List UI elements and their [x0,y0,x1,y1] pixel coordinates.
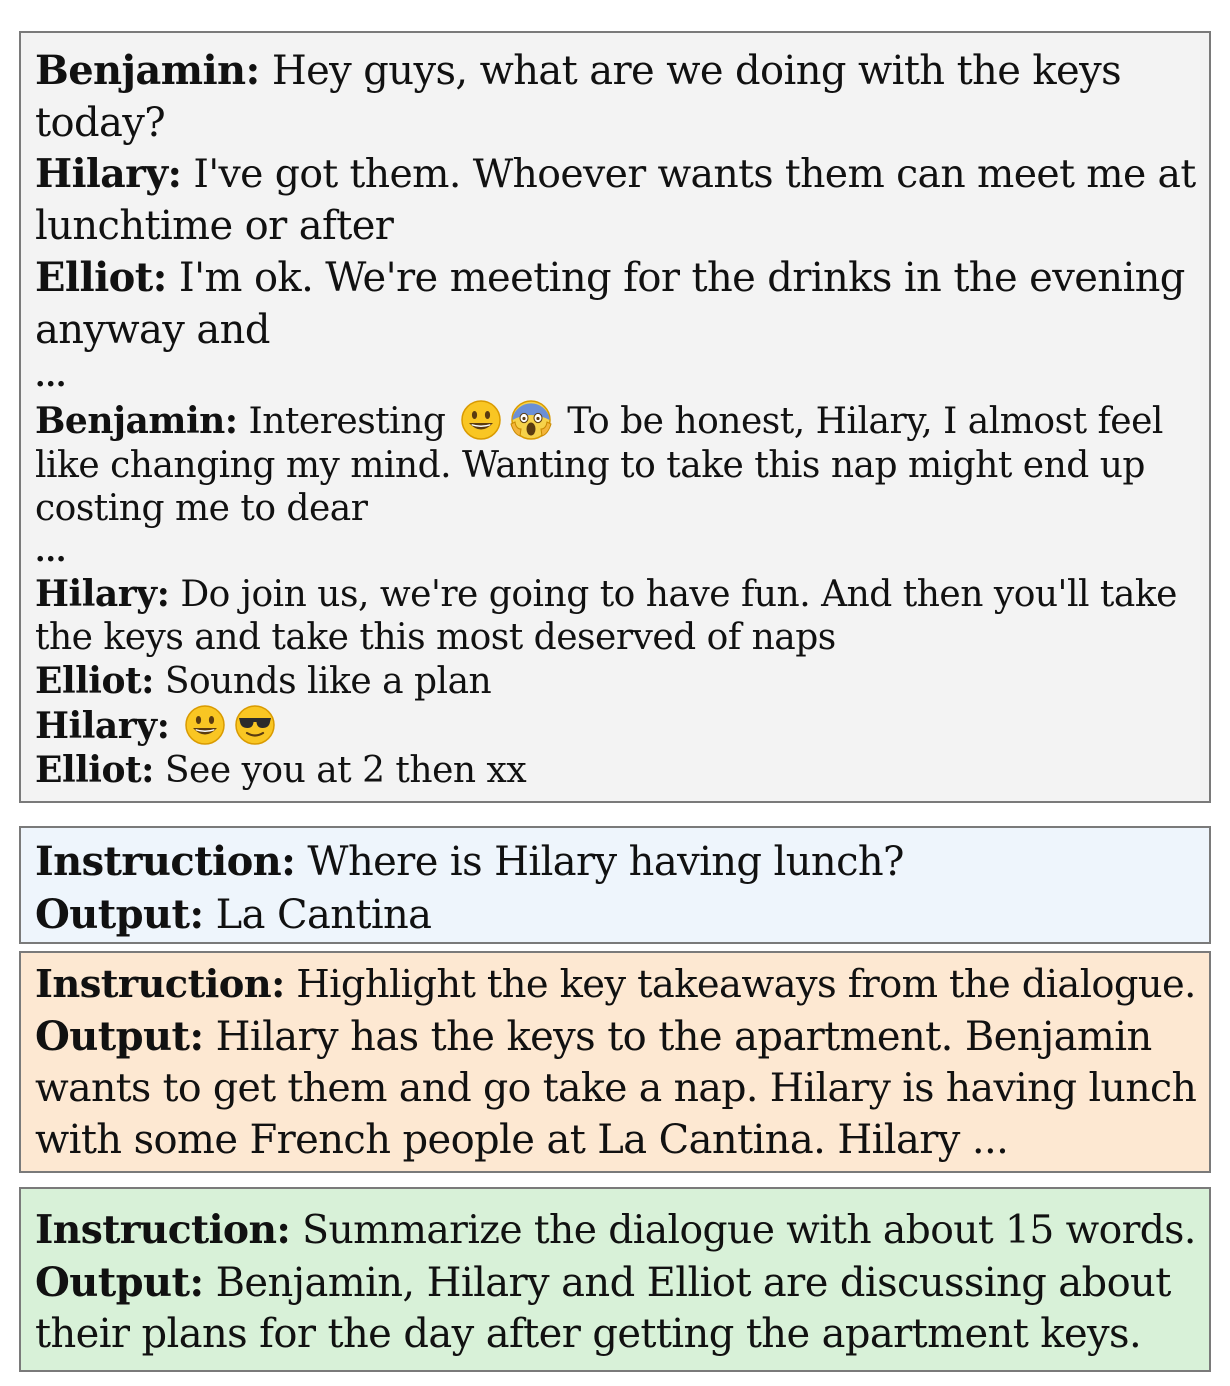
dialogue-line [35,398,1197,444]
dialogue-line [35,252,1197,305]
utterance-text: Sounds like a plan [153,660,492,702]
speaker-name: Elliot: [35,659,154,702]
omission-ellipsis: ... [35,533,67,569]
instruction-label: Instruction: [35,838,296,885]
instruction-line [35,836,1197,889]
speaker-name: Benjamin: [35,400,238,442]
sunglasses-face-icon [233,703,277,747]
utterance-text: I'm ok. We're meeting for the drinks in the evening [166,255,1185,301]
output-label: Output: [35,1012,204,1060]
output-line [35,1011,1197,1064]
output-continuation: wants to get them and go take a nap. Hilary is having lunch [35,1065,1197,1111]
speaker-name: Elliot: [35,748,154,791]
utterance-continuation: like changing my mind. Wanting to take this nap might end up [35,444,1145,486]
utterance-continuation: lunchtime or after [35,202,394,249]
utterance-continuation: costing me to dear [35,488,368,529]
instruction-label: Instruction: [35,962,285,1007]
speaker-name: Elliot: [35,254,167,301]
smiley-icon [459,398,503,442]
utterance-continuation: the keys and take this most deserved of naps [35,617,836,658]
utterance-text: Interesting [237,401,457,442]
screaming-face-icon [509,398,553,442]
dialogue-line [35,573,1197,617]
output-text: Hilary has the keys to the apartment. Benjamin [203,1013,1152,1060]
output-line [35,889,1197,942]
utterance-continuation: today? [35,99,166,146]
instruction-example-3 [19,1187,1211,1372]
speaker-name: Hilary: [35,151,182,197]
speaker-name: Hilary: [35,572,170,615]
output-text: Benjamin, Hilary and Elliot are discussing about [203,1259,1171,1306]
instruction-example-1 [19,826,1211,944]
utterance-text: I've got them. Whoever wants them can meet me at [181,151,1196,197]
dialogue-line [35,45,1197,98]
omission-ellipsis: ... [35,359,67,394]
output-label: Output: [35,890,204,938]
dialogue-line [35,149,1197,201]
output-continuation: their plans for the day after getting the apartment keys. [35,1311,1142,1357]
dialogue-line [35,703,1197,749]
dialogue-line [35,749,1197,793]
utterance-text: To be honest, Hilary, I almost feel [556,401,1163,442]
output-label: Output: [35,1258,204,1306]
utterance-continuation: anyway and [35,306,270,353]
instruction-line [35,959,1197,1011]
instruction-example-2 [19,951,1211,1173]
smiley-icon [183,703,227,747]
speaker-name: Benjamin: [35,47,260,94]
instruction-text: Summarize the dialogue with about 15 words. [290,1208,1196,1253]
utterance-text: Hey guys, what are we doing with the keys [259,48,1122,94]
instruction-label: Instruction: [35,1207,291,1253]
instruction-text: Highlight the key takeaways from the dialogue. [284,962,1196,1007]
output-line [35,1257,1197,1310]
instruction-line [35,1205,1197,1257]
utterance-text: See you at 2 then xx [153,749,527,791]
dialogue-line [35,660,1197,704]
instruction-text: Where is Hilary having lunch? [295,839,904,885]
output-text: La Cantina [203,891,432,938]
dialogue-box [19,31,1211,803]
utterance-text: Do join us, we're going to have fun. And then you'll take [169,573,1177,615]
speaker-name: Hilary: [35,705,170,747]
output-continuation: with some French people at La Cantina. Hilary ... [35,1116,1009,1163]
